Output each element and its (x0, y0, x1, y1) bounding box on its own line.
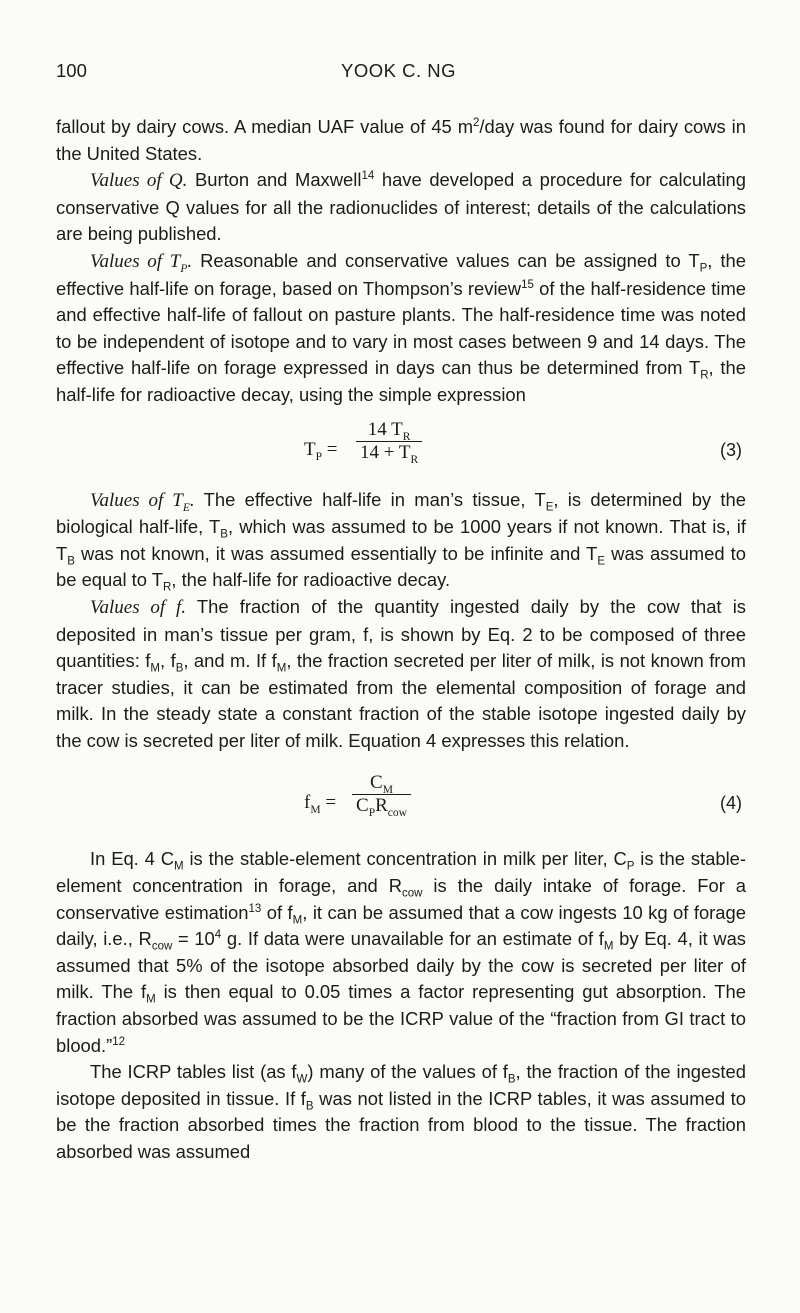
equation-4-fraction: $C_M$ $C_PR_{cow}$ (352, 772, 411, 817)
section-heading-f: Values of f. (90, 596, 187, 618)
reference-14: 14 (361, 170, 375, 183)
reference-13: 13 (248, 902, 262, 915)
paragraph-fallout: fallout by dairy cows. A median UAF value of 45 $m^2$/day was found for dairy cows in the United States. (56, 116, 746, 164)
paragraph-values-of-f: Values of f. The fraction of the quantity ingested daily by the cow that is deposited in man’s tissue per gram, f, is shown by Eq. 2 to be composed of three quantities: $f_M$, $f_B$, and m. If $f_M$, the fraction secreted per liter of milk, is not known from tracer studies, it can be estimated from the elemental composition of forage and milk. In the steady state a constant fraction of the stable isotope ingested daily by the cow is secreted per liter of milk. Equation 4 expresses this relation. (56, 595, 746, 751)
paragraph-values-of-q: Values of Q. Burton and Maxwell$^{14}$ have developed a procedure for calculating conservative Q values for all the radionuclides of interest; details of the calculations are being published. (56, 169, 747, 245)
reference-12: 12 (112, 1035, 126, 1048)
equation-number-3: (3) (720, 439, 742, 460)
page-header (56, 58, 746, 84)
section-heading-te: Values of $T_E$. (90, 489, 195, 514)
section-heading-tp: Values of $T_P$. (90, 250, 193, 275)
paragraph-values-of-tp: Values of $T_P$. Reasonable and conservative values can be assigned to $T_P$, the effective half-life on forage, based on Thompson’s review$^{15}$ of the half-residence time and effective half-life of fallout on pasture plants. The half-residence time was noted to be independent of isotope and to vary in most cases between 9 and 14 days. The effective half-life on forage expressed in days can thus be determined from $T_R$, the half-life for radioactive decay, using the simple expression (56, 249, 746, 405)
page-number: 100 (56, 60, 87, 81)
reference-15: 15 (521, 278, 534, 291)
equation-number-4: (4) (720, 793, 742, 814)
body-text (56, 114, 746, 1166)
equation-3-fraction: $\frac{14 T_R}{14 + T_R}$ (356, 419, 422, 464)
paragraph-values-of-te: Values of $T_E$. The effective half-life in man’s tissue, $T_E$, is determined by the biological half-life, $T_B$, which was assumed to be 1000 years if not known. That is, if $T_B$ was not known, it was assumed essentially to be infinite and $T_E$ was assumed to be equal to $T_R$, the half-life for radioactive decay. (56, 488, 747, 594)
equation-4: $f_M$ = $C_M$ $C_PR_{cow}$ (4) (304, 772, 742, 820)
paragraph-eq4-explanation: In Eq. 4 $C_M$ is the stable-element concentration in milk per liter, $C_P$ is the stable-element concentration in forage, and $R_{cow}$ is the daily intake of forage. For a conservative estimation$^{13}$ of $f_M$, it can be assumed that a cow ingests 10 kg of forage daily, i.e., $R_{cow} = 10^4$ g. If data were unavailable for an estimate of $f_M$ by Eq. 4, it was assumed that 5% of the isotope absorbed daily by the cow is secreted per liter of milk. The $f_M$ is then equal to 0.05 times a factor representing gut absorption. The fraction absorbed was assumed to be the ICRP value of the “fraction from GI tract to blood.”$^{12}$ (56, 848, 747, 1056)
paragraph-icrp-tables: The ICRP tables list (as $f_W$) many of the values of $f_B$, the fraction of the ingested isotope deposited in tissue. If $f_B$ was not listed in the ICRP tables, it was assumed to be the fraction absorbed times the fraction from blood to the tissue. The fraction absorbed was assumed (56, 1061, 747, 1162)
running-head: YOOK C. NG (341, 60, 456, 81)
section-heading-q: Values of Q. (90, 170, 188, 192)
equation-3: $T_P$ = $\frac{14 T_R}{14 + T_R}$ (3) (304, 418, 742, 466)
